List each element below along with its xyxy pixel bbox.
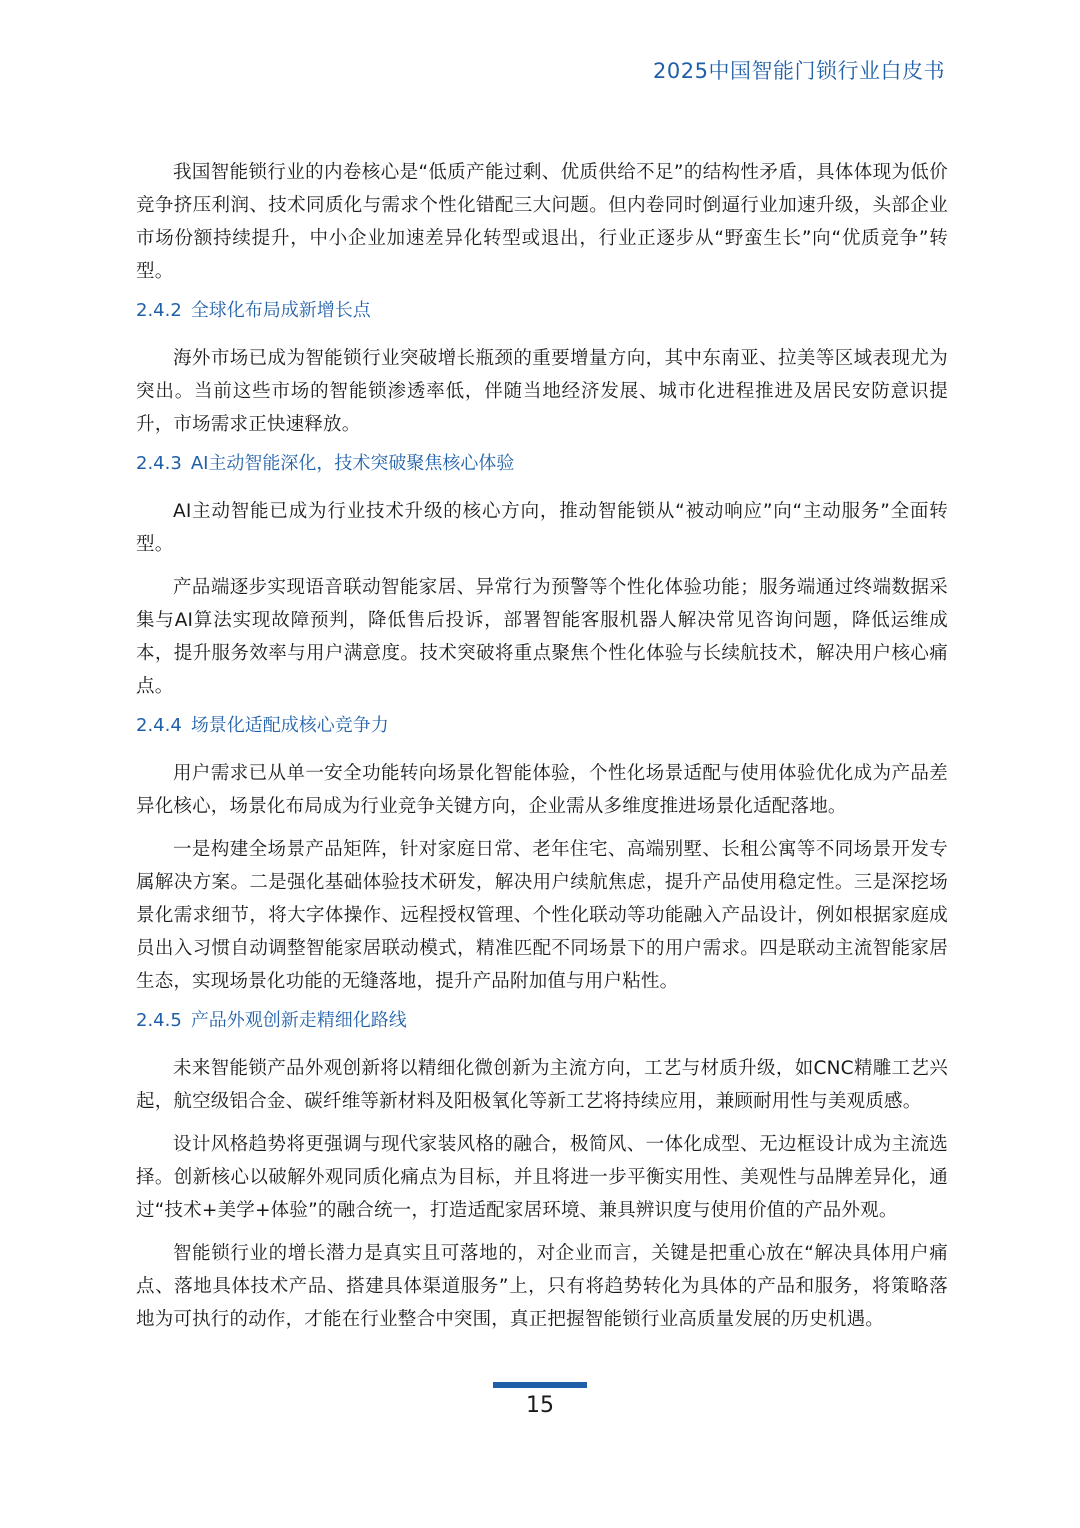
paragraph-ai-intro: AI主动智能已成为行业技术升级的核心方向，推动智能锁从“被动响应”向“主动服务”全面转型。 bbox=[136, 501, 948, 555]
footer-accent-bar bbox=[493, 1382, 587, 1388]
section-heading-2-4-2 bbox=[136, 298, 948, 324]
paragraph-ai-detail: 产品端逐步实现语音联动智能家居、异常行为预警等个性化体验功能；服务端通过终端数据采集与AI算法实现故障预判，降低售后投诉，部署智能客服机器人解决常见咨询问题，降低运维成本，提升服务效率与用户满意度。技术突破将重点聚焦个性化体验与长续航技术，解决用户核心痛点。 bbox=[136, 577, 948, 697]
paragraph-appearance-style: 设计风格趋势将更强调与现代家装风格的融合，极简风、一体化成型、无边框设计成为主流选择。创新核心以破解外观同质化痛点为目标，并且将进一步平衡实用性、美观性与品牌差异化，通过“技术+美学+体验”的融合统一，打造适配家居环境、兼具辨识度与使用价值的产品外观。 bbox=[136, 1134, 948, 1221]
section-heading-2-4-3 bbox=[136, 451, 948, 477]
section-number: 2.4.5 bbox=[136, 1010, 182, 1031]
header-title: 2025中国智能门锁行业白皮书 bbox=[653, 59, 945, 83]
section-title: 产品外观创新走精细化路线 bbox=[190, 1010, 407, 1031]
section-heading-2-4-4 bbox=[136, 713, 948, 739]
paragraph-scene-detail: 一是构建全场景产品矩阵，针对家庭日常、老年住宅、高端别墅、长租公寓等不同场景开发专属解决方案。二是强化基础体验技术研发，解决用户续航焦虑，提升产品使用稳定性。三是深挖场景化需求细节，将大字体操作、远程授权管理、个性化联动等功能融入产品设计，例如根据家庭成员出入习惯自动调整智能家居联动模式，精准匹配不同场景下的用户需求。四是联动主流智能家居生态，实现场景化功能的无缝落地，提升产品附加值与用户粘性。 bbox=[136, 839, 948, 992]
section-title: 场景化适配成核心竞争力 bbox=[190, 715, 389, 736]
document-body bbox=[136, 156, 948, 1346]
paragraph-conclusion: 智能锁行业的增长潜力是真实且可落地的，对企业而言，关键是把重心放在“解决具体用户痛点、落地具体技术产品、搭建具体渠道服务”上，只有将趋势转化为具体的产品和服务，将策略落地为可执行的动作，才能在行业整合中突围，真正把握智能锁行业高质量发展的历史机遇。 bbox=[136, 1243, 948, 1330]
section-title: 全球化布局成新增长点 bbox=[190, 300, 371, 321]
section-number: 2.4.4 bbox=[136, 715, 182, 736]
paragraph-scene-intro: 用户需求已从单一安全功能转向场景化智能体验，个性化场景适配与使用体验优化成为产品差异化核心，场景化布局成为行业竞争关键方向，企业需从多维度推进场景化适配落地。 bbox=[136, 763, 948, 817]
paragraph-appearance-materials: 未来智能锁产品外观创新将以精细化微创新为主流方向，工艺与材质升级，如CNC精雕工艺兴起，航空级铝合金、碳纤维等新材料及阳极氧化等新工艺将持续应用，兼顾耐用性与美观质感。 bbox=[136, 1058, 948, 1112]
section-number: 2.4.3 bbox=[136, 453, 182, 474]
paragraph-global: 海外市场已成为智能锁行业突破增长瓶颈的重要增量方向，其中东南亚、拉美等区域表现尤为突出。当前这些市场的智能锁渗透率低，伴随当地经济发展、城市化进程推进及居民安防意识提升，市场需求正快速释放。 bbox=[136, 348, 948, 435]
paragraph-intro: 我国智能锁行业的内卷核心是“低质产能过剩、优质供给不足”的结构性矛盾，具体体现为低价竞争挤压利润、技术同质化与需求个性化错配三大问题。但内卷同时倒逼行业加速升级，头部企业市场份额持续提升，中小企业加速差异化转型或退出，行业正逐步从“野蛮生长”向“优质竞争”转型。 bbox=[136, 162, 948, 282]
section-title: AI主动智能深化，技术突破聚焦核心体验 bbox=[190, 453, 515, 474]
section-number: 2.4.2 bbox=[136, 300, 182, 321]
section-heading-2-4-5 bbox=[136, 1008, 948, 1034]
page-number: 15 bbox=[526, 1393, 554, 1418]
